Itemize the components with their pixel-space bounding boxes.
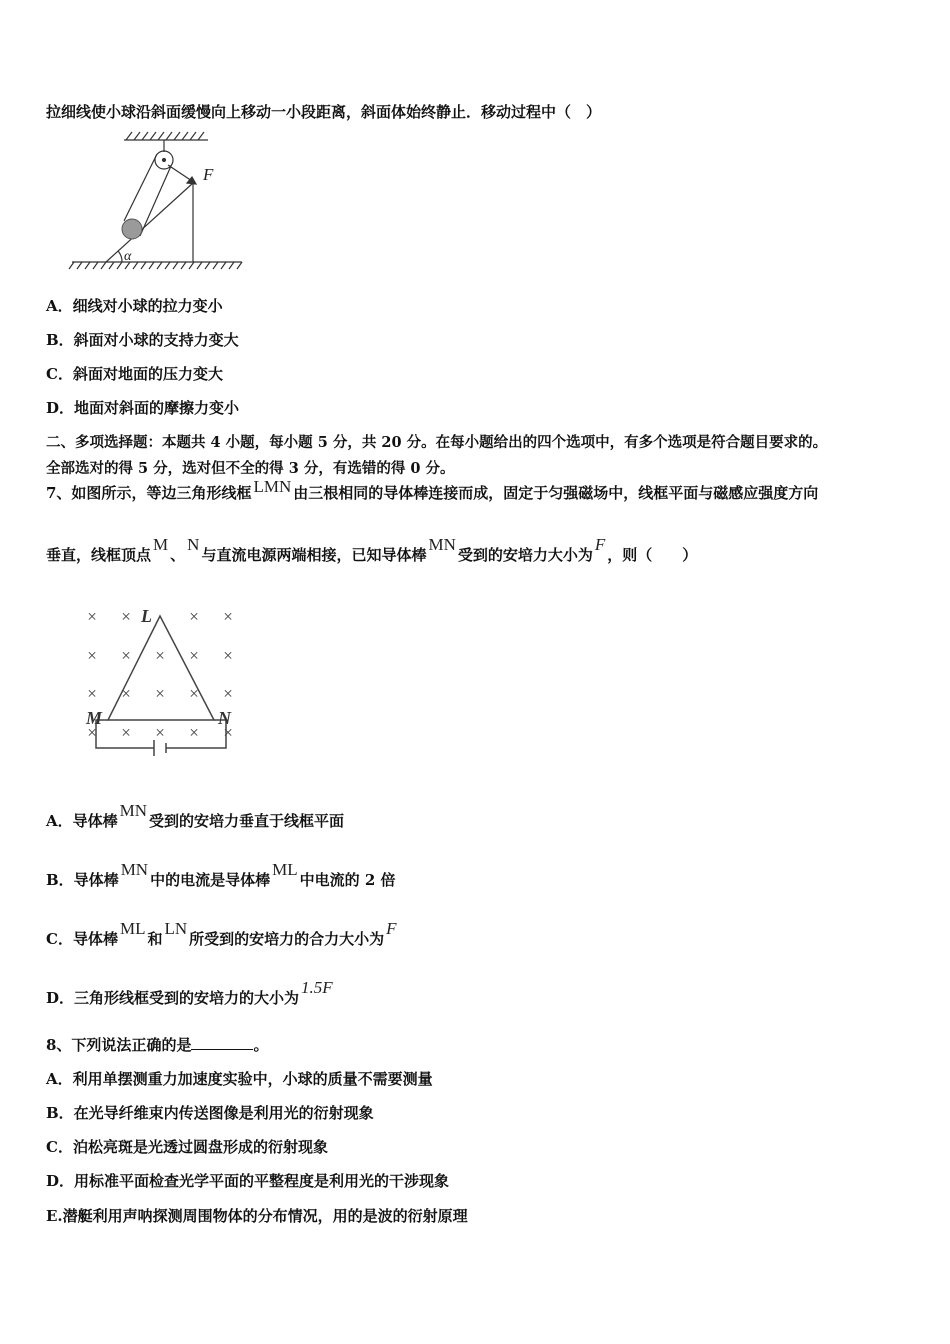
field-cross: ×	[223, 646, 233, 665]
field-cross: ×	[121, 646, 131, 665]
q8-option-b: B．在光导纤维束内传送图像是利用光的衍射现象	[46, 1104, 374, 1122]
question-6-stem: 拉细线使小球沿斜面缓慢向上移动一小段距离，斜面体始终静止．移动过程中（ ）	[46, 103, 602, 121]
q7-option-text: 和	[147, 930, 163, 948]
q8-text: 。	[253, 1036, 269, 1054]
question-8-stem	[46, 1034, 268, 1055]
math-1-5f: 1.5F	[301, 978, 333, 997]
q7-option-a	[46, 801, 345, 831]
field-cross: ×	[121, 723, 131, 742]
q7-option-text: B．导体棒	[46, 871, 119, 889]
triangle-magnetic-field-figure	[78, 600, 248, 770]
math-m: M	[153, 535, 169, 554]
field-cross: ×	[87, 684, 97, 703]
field-cross: ×	[121, 684, 131, 703]
q7-option-d	[46, 978, 335, 1008]
q7-text: ，则（ ）	[607, 546, 698, 564]
field-cross: ×	[87, 723, 97, 742]
section-2-heading-line2: 全部选对的得 5 分，选对但不全的得 3 分，有选错的得 0 分。	[46, 460, 455, 477]
q8-option-a: A．利用单摆测重力加速度实验中，小球的质量不需要测量	[46, 1070, 433, 1088]
q7-option-c	[46, 919, 399, 949]
section-2-heading-line1: 二、多项选择题：本题共 4 小题，每小题 5 分，共 20 分。在每小题给出的四个选项中，有多个选项是符合题目要求的。	[46, 434, 828, 451]
math-ln: LN	[164, 919, 188, 938]
field-cross: ×	[189, 684, 199, 703]
q7-text: 、	[170, 546, 186, 564]
math-lmn: LMN	[253, 477, 292, 496]
field-cross: ×	[87, 646, 97, 665]
q7-option-text: 受到的安培力垂直于线框平面	[149, 812, 345, 830]
q7-option-text: 中电流的 2 倍	[299, 871, 396, 889]
q6-option-b: B．斜面对小球的支持力变大	[46, 331, 239, 349]
q7-option-b	[46, 860, 396, 890]
q7-text: 由三根相同的导体棒连接而成，固定于匀强磁场中，线框平面与磁感应强度方向	[293, 484, 819, 502]
field-cross: ×	[189, 607, 199, 626]
q6-option-d: D．地面对斜面的摩擦力变小	[46, 399, 240, 417]
q6-option-a: A．细线对小球的拉力变小	[46, 297, 223, 315]
force-label: F	[203, 165, 214, 184]
field-cross: ×	[155, 723, 165, 742]
q7-text: 7、如图所示，等边三角形线框	[46, 484, 252, 502]
math-n: N	[187, 535, 200, 554]
vertex-n-label: N	[218, 708, 231, 728]
incline-pulley-figure	[60, 128, 260, 278]
math-ml: ML	[272, 860, 298, 879]
field-cross: ×	[87, 607, 97, 626]
q7-text: 受到的安培力大小为	[457, 546, 593, 564]
q7-text: 垂直，线框顶点	[46, 546, 152, 564]
math-f: F	[386, 919, 397, 938]
angle-label: α	[124, 249, 132, 264]
q8-option-d: D．用标准平面检查光学平面的平整程度是利用光的干涉现象	[46, 1172, 450, 1190]
q8-option-c: C．泊松亮斑是光透过圆盘形成的衍射现象	[46, 1138, 328, 1156]
field-cross: ×	[223, 723, 233, 742]
q6-option-c: C．斜面对地面的压力变大	[46, 365, 223, 383]
math-mn: MN	[119, 801, 148, 820]
q7-option-text: D．三角形线框受到的安培力的大小为	[46, 989, 300, 1007]
field-cross: ×	[223, 607, 233, 626]
vertex-m-label: M	[86, 708, 103, 728]
field-cross: ×	[189, 723, 199, 742]
field-cross: ×	[223, 684, 233, 703]
answer-blank	[191, 1035, 253, 1050]
math-mn: MN	[120, 860, 149, 879]
math-ml: ML	[119, 919, 146, 938]
field-cross: ×	[155, 646, 165, 665]
q8-option-e: E.潜艇利用声呐探测周围物体的分布情况，用的是波的衍射原理	[46, 1207, 468, 1225]
field-cross: ×	[155, 684, 165, 703]
q7-option-text: 中的电流是导体棒	[150, 871, 271, 889]
q7-option-text: C．导体棒	[46, 930, 118, 948]
field-cross: ×	[189, 646, 199, 665]
q8-text: 8、下列说法正确的是	[46, 1036, 192, 1054]
q7-text: 与直流电源两端相接，已知导体棒	[201, 546, 427, 564]
q7-option-text: A．导体棒	[46, 812, 118, 830]
math-mn: MN	[428, 535, 456, 554]
field-cross: ×	[121, 607, 131, 626]
question-7-stem-line2	[46, 535, 698, 565]
vertex-l-label: L	[141, 606, 152, 626]
q7-option-text: 所受到的安培力的合力大小为	[189, 930, 385, 948]
question-7-stem-line1	[46, 477, 819, 503]
math-f: F	[594, 535, 606, 554]
